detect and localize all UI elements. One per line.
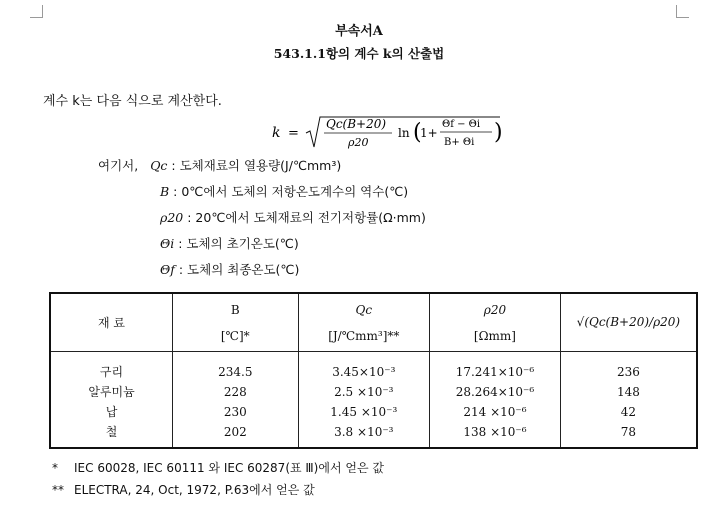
definition-symbol: ρ20 — [160, 210, 184, 225]
page-subtitle: 543.1.1항의 계수 k의 산출법 — [273, 46, 445, 61]
definition-text: : 도체재료의 열용량(J/℃mm³) — [171, 158, 342, 173]
header-k-formula: √(Qc(B+20)/ρ20) — [560, 293, 697, 351]
page-title: 부속서A — [335, 24, 383, 39]
table-cell: 202 — [223, 424, 247, 439]
page-corner-mark-right — [676, 5, 689, 18]
table-cell: 42 — [620, 404, 637, 419]
table-cell: 3.45×10⁻³ — [332, 364, 396, 379]
footnote-mark: * — [52, 461, 58, 475]
definition-prefix: 여기서, — [98, 158, 139, 173]
column-rho20 — [430, 351, 561, 448]
table-cell: 납 — [105, 404, 118, 419]
page-corner-mark-left — [30, 5, 43, 18]
definition-theta-i — [160, 234, 299, 252]
footnote-text: IEC 60028, IEC 60111 와 IEC 60287(표 Ⅲ)에서 얻은 값 — [74, 461, 384, 475]
formula-inner-numerator: Θf − Θi — [442, 119, 481, 130]
table-cell: 138 ×10⁻⁶ — [463, 424, 527, 439]
definition-text: : 도체의 초기온도(℃) — [178, 236, 299, 251]
column-k — [560, 351, 697, 448]
definition-rho20 — [160, 208, 426, 226]
table-cell: 2.5 ×10⁻³ — [334, 384, 394, 399]
table-cell: 17.241×10⁻⁶ — [455, 364, 535, 379]
svg-text:): ) — [494, 120, 503, 145]
definition-text: : 도체의 최종온도(℃) — [178, 262, 300, 277]
table-header-row — [50, 293, 697, 351]
table-cell: 234.5 — [218, 364, 253, 379]
k-formula — [270, 113, 530, 153]
svg-text:(: ( — [413, 120, 422, 145]
header-material: 재 료 — [50, 293, 173, 351]
definition-text: : 20℃에서 도체재료의 전기저항률(Ω·mm) — [187, 210, 426, 225]
definition-theta-f — [160, 260, 299, 278]
table-cell: 236 — [616, 364, 640, 379]
table-cell: 214 ×10⁻⁶ — [463, 404, 527, 419]
definition-symbol: Qc — [150, 158, 168, 173]
table-cell: 3.8 ×10⁻³ — [334, 424, 394, 439]
table-body-row — [50, 351, 697, 448]
definition-symbol: Θf — [160, 262, 175, 277]
footnote-mark: ** — [52, 483, 64, 497]
table-cell: 228 — [223, 384, 247, 399]
footnote-2 — [52, 481, 315, 498]
table-cell: 알루미늄 — [88, 384, 135, 399]
table-cell: 28.264×10⁻⁶ — [455, 384, 535, 399]
definition-symbol: B — [160, 184, 170, 199]
definition-symbol: Θi — [160, 236, 175, 251]
formula-inner-denominator: B+ Θi — [444, 137, 475, 148]
table-cell: 78 — [620, 424, 637, 439]
formula-ln: ln — [398, 126, 410, 140]
intro-text: 계수 k는 다음 식으로 계산한다. — [43, 94, 222, 109]
column-material — [50, 351, 173, 448]
table-cell: 1.45 ×10⁻³ — [330, 404, 398, 419]
formula-one-plus: 1+ — [420, 126, 438, 140]
column-qc — [298, 351, 430, 448]
header-rho20: ρ20 [Ωmm] — [430, 293, 561, 351]
formula-denominator: ρ20 — [348, 136, 369, 149]
table-cell: 230 — [223, 404, 247, 419]
definition-text: : 0℃에서 도체의 저항온도계수의 역수(℃) — [173, 184, 409, 199]
footnote-1 — [52, 459, 384, 476]
table-cell: 148 — [616, 384, 640, 399]
table-cell: 철 — [105, 424, 118, 439]
header-b: B [℃]* — [173, 293, 298, 351]
definition-b — [160, 182, 408, 200]
column-b — [173, 351, 298, 448]
formula-numerator: Qc(B+20) — [326, 117, 387, 131]
definition-qc — [98, 156, 341, 174]
footnote-text: ELECTRA, 24, Oct, 1972, P.63에서 얻은 값 — [74, 483, 315, 497]
header-qc: Qc [J/℃mm³]** — [298, 293, 430, 351]
table-cell: 구리 — [99, 364, 124, 379]
formula-equals: = — [288, 126, 299, 141]
material-constants-table — [49, 292, 698, 449]
formula-lhs: k — [272, 125, 281, 141]
